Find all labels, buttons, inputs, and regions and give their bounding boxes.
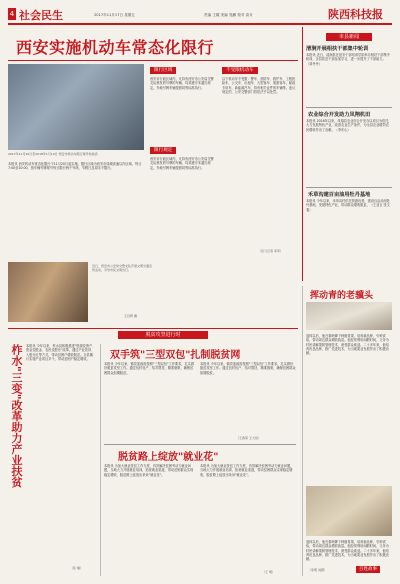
lead-headline: 西安实施机动车常态化限行 [16,38,215,57]
feature-body-tail: 退休以后，他在秦岭脚下种植青果，培育新品种，引种试验，带动周边群众增收致富。他经常利用闲暇时间，义务为村民讲解果树管理技术，深受群众欢迎。二十多年来，他培育优良品种，推广先进技术，为当地果业发展作出了积极贡献。 [306,540,389,562]
lead-body-3: 以下机动车不受限：警车、消防车、救护车、工程抢险车，公交车、出租车、大型客车、旅游客车，邮政专用车，新能源汽车，持有相关证件的车辆等。违反规定的，公安交警部门将依法予以处罚。 [222,77,296,94]
sidebar-headline-1: 清涧开展相扶干部集中轮训 [306,46,369,52]
column-badge: 百姓故事 [356,566,380,573]
restriction-schedule-photo [8,64,144,150]
poverty-low-headline: 脱贫路上绽放"就业花" [118,452,219,463]
poverty-vertical-title: 柞水"三变"改革助力产业扶贫 [10,344,23,488]
sidebar-rule-2 [306,187,392,188]
tag-restricted-area: 限行区域 [150,67,176,74]
feature-photo-1 [306,302,392,330]
poverty-body: 本报讯 今年以来，柞水县积极推进"资源变资产、资金变股金、农民变股东"改革，通过产业扶持、入股分红等方式，带动贫困户增收脱贫。全县累计实施产业项目多个，带动贫困户稳定增收。 [26,344,96,361]
poverty-low-body-1: 本报讯 为加大就业扶贫工作力度，有效解决贫困劳动力就业问题，当地大力开展就业培训，拓宽就业渠道，带动贫困群众实现稳定增收，脱贫路上绽放出朵朵"就业花"。 [104,464,194,477]
masthead [8,6,392,26]
feature-story [306,286,392,580]
photo-note-caption: 近日，西安市公安局交警支队开展文明交通宣传活动，引导市民文明出行。 [92,264,152,272]
tag-restriction-rules: 限行规定 [150,147,176,154]
issue-date: 2017年11月17日 星期五 [94,13,135,17]
poverty-mid-headline: 双手筑"三型双包"扎制脱贫网 [110,350,241,361]
feature-photo-2 [306,486,392,536]
feature-divider [302,286,303,576]
county-news-sidebar [306,27,392,283]
poverty-author: （张 楠） [70,566,83,570]
photo-caption: 2017年11月20日至2018年1月19日 西安市机动车限行尾号轮换表 [8,152,98,156]
masthead-rule [8,23,392,25]
feature-headline: 挥动青的老骥头 [310,291,374,301]
sidebar-headline-2: 农业综合开发助力凤翔机田 [308,112,371,118]
lead-rule [8,60,298,61]
lead-body-1: 本报讯 西安机动车常态化限行于11月20日起实施。限行区域为西安市绕城高速以内区域，每日7:00至20:00，按车辆号牌尾号每日限行两个号码，节假日及周末不限行。 [8,162,142,171]
photo-note-author: 王丹辉 摄 [124,314,137,318]
lead-story [8,27,298,262]
section-title: 社会民生 [19,9,63,22]
poverty-rule [104,444,296,445]
page-number: 4 [9,10,15,18]
sidebar-badge: 市县新闻 [326,33,372,41]
feature-body: 退休以后，他在秦岭脚下种植青果，培育新品种，引种试验，带动周边群众增收致富。他经常利用闲暇时间，义务为村民讲解果树管理技术，深受群众欢迎。二十多年来，他培育优良品种，推广先进技术，为当地果业发展作出了积极贡献。 [306,334,389,356]
feature-author: （李明 刘霞） [308,568,327,572]
sidebar-body-2: 本报讯 2016年以来，凤翔县农业综合开发办以项目为依托，大力发展特色产业，改善农业生产条件，为全县农业增效农民增收作出了贡献。（李东山） [306,119,392,132]
poverty-mid-body-2: 本报讯 今年以来，镇党委政府按照"三型双包"工作要求，扎实做好脱贫攻坚工作。通过包村包户、结对帮扶，精准施策，确保贫困群众如期脱贫。 [200,362,296,375]
sidebar-body-1: 本报讯 近日，清涧县在延安干部培训学院举办相扶干部集中轮训，全县扶贫干部参加学习，进一步提升了干部能力。（刘丹丹） [306,53,390,66]
poverty-banner-bar [8,328,298,341]
poverty-low-body-2: 本报讯 为加大就业扶贫工作力度，有效解决贫困劳动力就业问题，当地大力开展就业培训，拓宽就业渠道，带动贫困群众实现稳定增收，脱贫路上绽放出朵朵"就业花"。 [200,464,294,477]
lead-body-2b: 西安市行政区域内，凡持有西安市公安局交警支队核发的号牌的车辆，均须遵守本通告规定。外地号牌车辆按照同等标准执行。 [150,157,214,170]
poverty-mid-author: （王春荣 王大伦） [236,436,261,440]
sidebar-body-3: 本报讯 今年以来，禾草沟村依托资源优势，建设百亩油用牡丹基地，发展特色产业，带动群众增收脱贫。（王亚玉 张文斐） [306,199,390,212]
editor-credits: 责编 王耀 美编 苑鹏 校对 高月 [204,13,253,17]
sidebar-headline-3: 禾草沟建百亩油用牡丹基地 [308,192,371,198]
sidebar-rule-1 [306,107,392,108]
lead-author: （见习记者 李军） [258,249,283,253]
sidebar-divider [302,27,303,281]
paper-name: 陕西科技报 [328,8,383,21]
traffic-campaign-photo [8,262,88,322]
lead-body-2: 西安市行政区域内，凡持有西安市公安局交警支队核发的号牌的车辆，均须遵守本通告规定。外地号牌车辆按照同等标准执行。 [150,77,214,90]
tag-exempt-vehicles: 不受限机动车 [222,67,258,74]
poverty-divider [100,344,101,576]
poverty-mid-body-1: 本报讯 今年以来，镇党委政府按照"三型双包"工作要求，扎实做好脱贫攻坚工作。通过包村包户、结对帮扶，精准施策，确保贫困群众如期脱贫。 [104,362,195,375]
poverty-banner: 脱贫攻坚进行时 [118,331,208,339]
poverty-low-author: （王 明） [262,570,275,574]
page-number-block [8,8,16,20]
